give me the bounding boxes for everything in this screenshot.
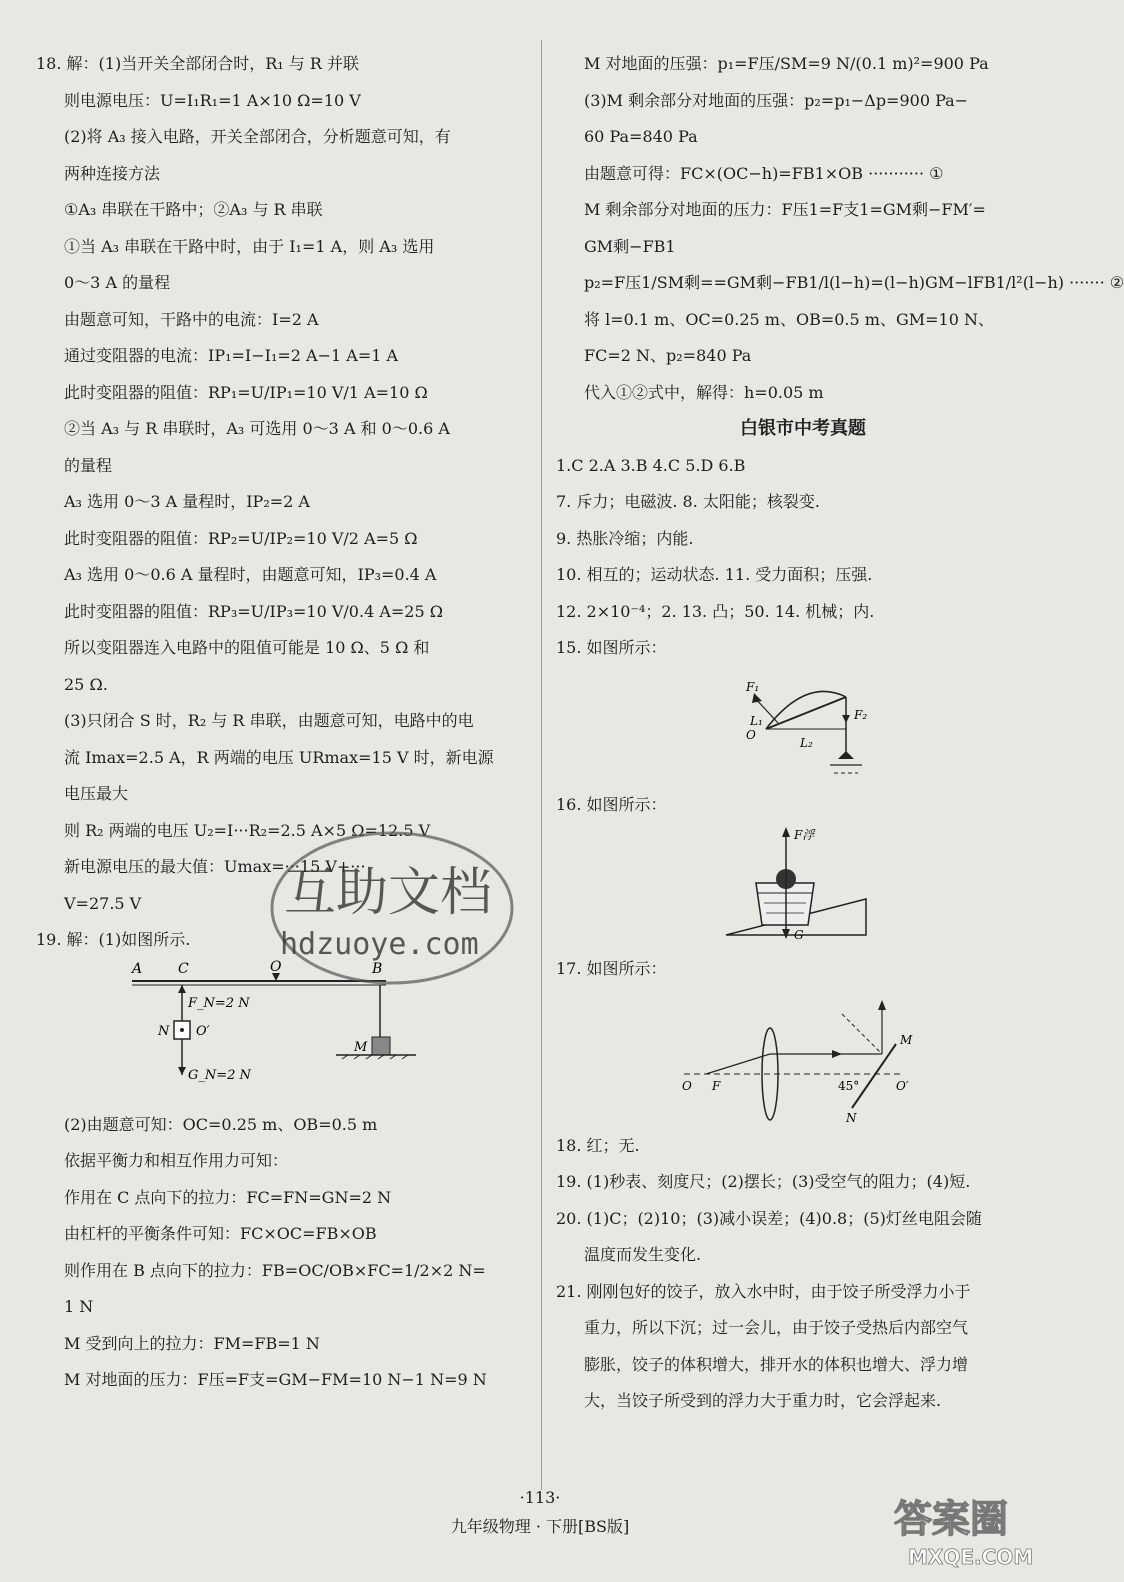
watermark-stamp xyxy=(262,828,532,1002)
answer-line: 重力，所以下沉；过一会儿，由于饺子受热后内部空气 xyxy=(584,1318,969,1337)
text-line: 此时变阻器的阻值：RP₃=U/IP₃=10 V/0.4 A=25 Ω xyxy=(64,601,444,621)
text-line: 则电源电压：U=I₁R₁=1 A×10 Ω=10 V xyxy=(64,90,361,110)
answer-line: 1.C 2.A 3.B 4.C 5.D 6.B xyxy=(556,455,746,475)
label-a: A xyxy=(132,960,143,977)
optics-figure-17 xyxy=(556,988,1050,1128)
label-n: N xyxy=(846,1110,857,1125)
text-line: 由题意可得：FC×(OC−h)=FB1×OB ··········· ① xyxy=(584,163,944,183)
label-f: F xyxy=(712,1078,721,1093)
text-line: (3)只闭合 S 时，R₂ 与 R 串联，由题意可知，电路中的电 xyxy=(64,711,474,730)
text-line: 作用在 C 点向下的拉力：FC=FN=GN=2 N xyxy=(64,1187,392,1207)
label-l1: L₁ xyxy=(750,713,763,728)
text-line: ①当 A₃ 串联在干路中时，由于 I₁=1 A，则 A₃ 选用 xyxy=(64,236,435,256)
label-n: N xyxy=(158,1023,170,1039)
text-line: M 对地面的压力：F压=F支=GM−FM=10 N−1 N=9 N xyxy=(64,1370,487,1389)
text-line: 此时变阻器的阻值：RP₂=U/IP₂=10 V/2 A=5 Ω xyxy=(64,528,418,548)
label-b: B xyxy=(372,960,383,977)
watermark-url: hdzuoye.com xyxy=(280,927,479,962)
text-line: 19. 解：(1)如图所示. xyxy=(36,930,191,949)
label-l2: L₂ xyxy=(800,735,813,750)
answer-line: 9. 热胀冷缩；内能. xyxy=(556,528,694,548)
left-text-block-a xyxy=(36,46,532,959)
label-gn: G_N=2 N xyxy=(188,1067,251,1083)
corner-watermark-text: 答案圈 xyxy=(894,1497,1009,1541)
text-line: (3)M 剩余部分对地面的压强：p₂=p₁−Δp=900 Pa− xyxy=(584,90,969,110)
label-f-buoyancy: F浮 xyxy=(794,828,815,842)
left-column xyxy=(36,46,532,1399)
answer-line: 19. (1)秒表、刻度尺；(2)摆长；(3)受空气的阻力；(4)短. xyxy=(556,1172,971,1191)
answer-line: 12. 2×10⁻⁴；2. 13. 凸；50. 14. 机械；内. xyxy=(556,601,875,621)
lever-figure-15 xyxy=(556,667,1050,787)
watermark-text: 互助文档 xyxy=(284,863,493,923)
text-line: (2)将 A₃ 接入电路，开关全部闭合，分析题意可知，有 xyxy=(64,127,451,146)
text-line: FC=2 N、p₂=840 Pa xyxy=(584,346,752,365)
text-line: 依据平衡力和相互作用力可知： xyxy=(64,1151,289,1170)
text-line: M 对地面的压强：p₁=F压/SM=9 N/(0.1 m)²=900 Pa xyxy=(584,54,989,73)
text-line: 60 Pa=840 Pa xyxy=(584,127,698,146)
text-line: A₃ 选用 0～0.6 A 量程时，由题意可知，IP₃=0.4 A xyxy=(64,565,437,584)
text-line: 由杠杆的平衡条件可知：FC×OC=FB×OB xyxy=(64,1224,377,1243)
answer-line: 18. 红；无. xyxy=(556,1135,640,1155)
page-number: ·113· xyxy=(519,1488,561,1507)
answer-line: 20. (1)C；(2)10；(3)减小误差；(4)0.8；(5)灯丝电阻会随 xyxy=(556,1208,982,1228)
label-f2: F₂ xyxy=(854,707,868,722)
label-o: O xyxy=(270,958,282,975)
corner-watermark-url: MXQE.COM xyxy=(908,1545,1034,1569)
label-o-prime: O′ xyxy=(196,1023,210,1039)
label-fn: F_N=2 N xyxy=(188,995,250,1011)
text-line: 流 Imax=2.5 A，R 两端的电压 URmax=15 V 时，新电源 xyxy=(64,747,494,767)
label-c: C xyxy=(178,960,189,977)
text-line: 两种连接方法 xyxy=(64,163,161,183)
text-line: 1 N xyxy=(64,1297,94,1316)
text-line: 通过变阻器的电流：IP₁=I−I₁=2 A−1 A=1 A xyxy=(64,346,399,365)
text-line: 代入①②式中，解得：h=0.05 m xyxy=(584,382,824,402)
edition-label: 九年级物理 · 下册[BS版] xyxy=(450,1517,630,1536)
label-m: M xyxy=(900,1032,913,1047)
text-line: ①A₃ 串联在干路中；②A₃ 与 R 串联 xyxy=(64,200,323,219)
right-column xyxy=(556,46,1124,1420)
text-line: 则作用在 B 点向下的拉力：FB=OC/OB×FC=1/2×2 N= xyxy=(64,1260,486,1280)
text-line: M 剩余部分对地面的压力：F压1=F支1=GM剩−FM′= xyxy=(584,200,986,219)
label-o: O xyxy=(682,1078,692,1093)
left-text-block-b xyxy=(36,1107,532,1399)
answer-line: 21. 刚刚包好的饺子，放入水中时，由于饺子所受浮力小于 xyxy=(556,1281,971,1301)
text-line: 由题意可知，干路中的电流：I=2 A xyxy=(64,309,319,329)
text-line: (2)由题意可知：OC=0.25 m、OB=0.5 m xyxy=(64,1114,378,1134)
answer-line: 10. 相互的；运动状态. 11. 受力面积；压强. xyxy=(556,565,873,584)
label-angle: 45° xyxy=(838,1078,860,1093)
text-line: 的量程 xyxy=(64,455,113,475)
text-line: A₃ 选用 0～3 A 量程时，IP₂=2 A xyxy=(64,492,310,511)
answer-line: 膨胀，饺子的体积增大，排开水的体积也增大、浮力增 xyxy=(584,1354,969,1374)
label-m: M xyxy=(354,1039,368,1055)
label-o: O xyxy=(746,727,756,742)
answer-line: 温度而发生变化. xyxy=(584,1245,702,1264)
text-line: 新电源电压的最大值：Umax=···15 V+··· xyxy=(64,857,366,876)
label-g: G xyxy=(794,928,804,942)
answer-line: 16. 如图所示： xyxy=(556,794,667,814)
label-o-prime: O′ xyxy=(896,1078,909,1093)
text-line: 此时变阻器的阻值：RP₁=U/IP₁=10 V/1 A=10 Ω xyxy=(64,382,428,402)
text-line: 将 l=0.1 m、OC=0.25 m、OB=0.5 m、GM=10 N、 xyxy=(584,309,994,329)
text-line: p₂=F压1/SM剩==GM剩−FB1/l(l−h)=(l−h)GM−lFB1/l²(l−h) ······· ② xyxy=(584,273,1124,292)
text-line: 则 R₂ 两端的电压 U₂=I···R₂=2.5 A×5 Ω=12.5 V xyxy=(64,820,431,840)
answer-line: 15. 如图所示： xyxy=(556,638,667,657)
answer-line: 7. 斥力；电磁波. 8. 太阳能；核裂变. xyxy=(556,492,820,511)
answer-line: 大，当饺子所受到的浮力大于重力时，它会浮起来. xyxy=(584,1391,942,1410)
column-divider xyxy=(541,40,542,1490)
text-line: ②当 A₃ 与 R 串联时，A₃ 可选用 0～3 A 和 0～0.6 A xyxy=(64,419,450,438)
text-line: 电压最大 xyxy=(64,784,129,803)
section-title: 白银市中考真题 xyxy=(740,418,866,439)
text-line: M 受到向上的拉力：FM=FB=1 N xyxy=(64,1333,320,1353)
text-line: 0～3 A 的量程 xyxy=(64,273,171,292)
answer-line: 17. 如图所示： xyxy=(556,959,667,978)
text-line: 25 Ω. xyxy=(64,674,108,694)
buoyancy-figure-16 xyxy=(556,823,1050,951)
text-line: V=27.5 V xyxy=(64,893,142,913)
label-f1: F₁ xyxy=(746,679,760,694)
text-line: 所以变阻器连入电路中的阻值可能是 10 Ω、5 Ω 和 xyxy=(64,638,430,657)
text-line: GM剩−FB1 xyxy=(584,236,676,256)
text-line: 18. 解：(1)当开关全部闭合时，R₁ 与 R 并联 xyxy=(36,54,359,73)
